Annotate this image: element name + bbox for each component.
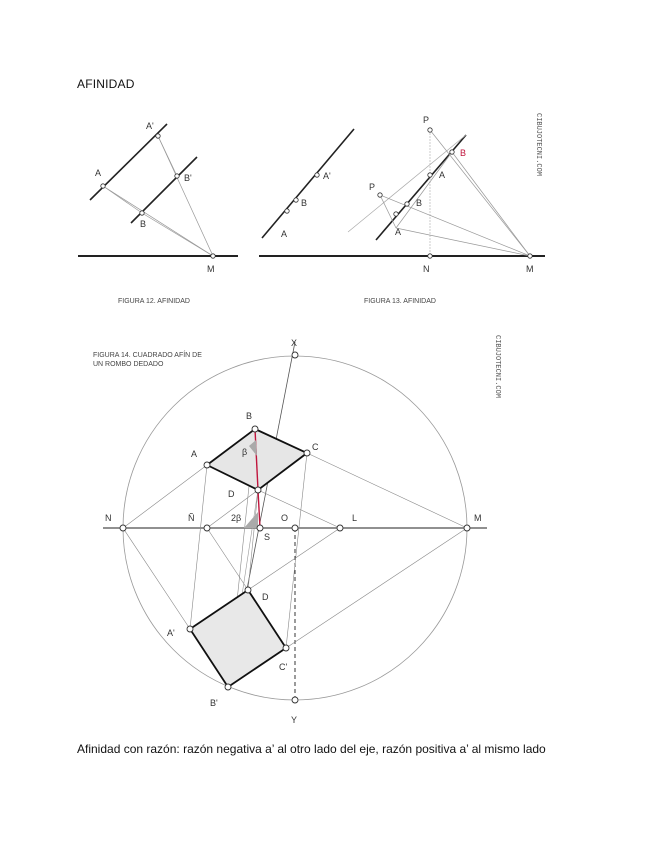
fig14-label-l: L xyxy=(352,513,358,523)
fig13-title: FIGURA 13. AFINIDAD xyxy=(364,298,436,305)
fig14-label-n: N xyxy=(105,513,112,523)
fig14-watermark: CIBUJOTECNI.COM xyxy=(493,335,501,399)
fig14-label-a-prime: A' xyxy=(167,628,175,638)
fig14-label-d-low: D xyxy=(262,592,269,602)
document-heading: AFINIDAD xyxy=(77,77,135,91)
fig14-label-c: C xyxy=(312,442,319,452)
fig14-label-m: M xyxy=(474,513,482,523)
fig14-title-line1: FIGURA 14. CUADRADO AFÍN DE xyxy=(93,352,202,359)
fig14-title-line2: UN ROMBO DEDADO xyxy=(93,361,164,368)
fig13-label-a-prime: A' xyxy=(323,171,331,181)
fig13-label-p: P xyxy=(369,182,376,192)
fig13-label-a-low: A xyxy=(395,227,402,237)
fig13-label-m: M xyxy=(526,264,534,274)
figure-13 xyxy=(259,128,545,258)
fig12-label-a-prime: A' xyxy=(146,121,154,131)
fig13-label-b-red: B xyxy=(460,148,467,158)
fig13-label-a: A xyxy=(281,229,288,239)
fig13-label-n: N xyxy=(423,264,430,274)
fig13-label-b-mid: B xyxy=(416,198,423,208)
fig12-label-a: A xyxy=(95,168,102,178)
fig14-label-a: A xyxy=(191,449,198,459)
fig14-label-beta: β xyxy=(242,447,248,457)
fig14-label-n-tilde: Ñ xyxy=(188,513,195,523)
fig14-label-o: O xyxy=(281,513,289,523)
figure-12 xyxy=(78,124,238,258)
fig14-label-x: X xyxy=(291,338,298,348)
fig14-label-b: B xyxy=(246,411,253,421)
fig13-watermark: CIBUJOTECNI.COM xyxy=(534,113,542,177)
fig14-label-b-prime: B' xyxy=(210,698,218,708)
fig13-label-b: B xyxy=(301,198,308,208)
fig13-label-a-mid: A xyxy=(439,170,446,180)
fig12-label-b: B xyxy=(140,219,147,229)
fig14-label-s: S xyxy=(264,532,271,542)
figure-14 xyxy=(103,342,487,703)
fig14-label-y: Y xyxy=(291,715,298,725)
document-caption: Afinidad con razón: razón negativa a’ al otro lado del eje, razón positiva a’ al mismo lado xyxy=(77,742,546,756)
fig14-label-d: D xyxy=(228,489,235,499)
fig14-label-two-beta: 2β xyxy=(231,513,242,523)
fig12-label-m: M xyxy=(207,264,215,274)
fig13-label-p-top: P xyxy=(423,115,430,125)
fig12-title: FIGURA 12. AFINIDAD xyxy=(118,298,190,305)
fig14-label-c-prime: C' xyxy=(279,662,288,672)
fig12-label-b-prime: B' xyxy=(184,173,192,183)
